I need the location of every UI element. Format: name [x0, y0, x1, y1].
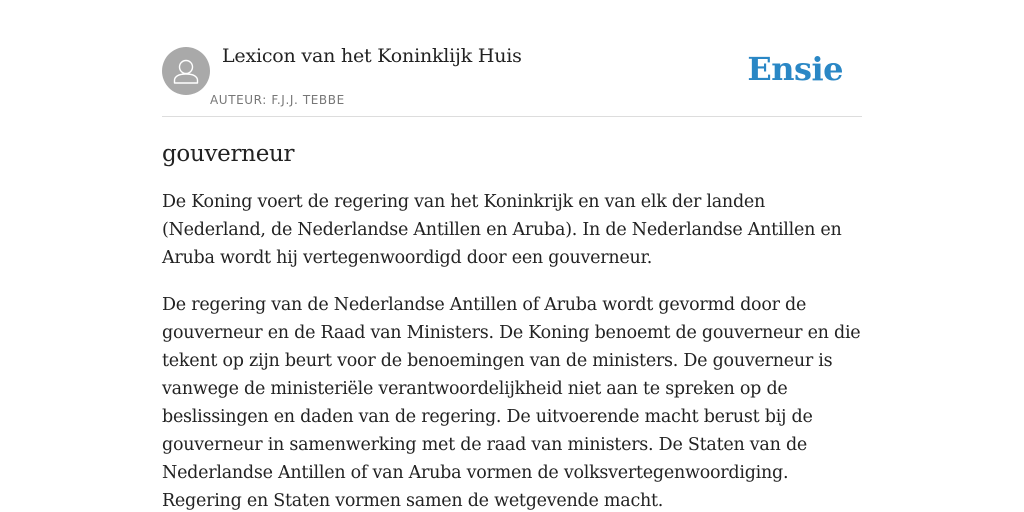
entry-paragraph-2: De regering van de Nederlandse Antillen of Aruba wordt gevormd door de gouverneur en de Raad van Ministers. De Koning benoemt de gouverneur en die tekent op zijn beurt voor de benoemingen van de ministers. De gouverneur is vanwege de ministeriële verantwoordelijkheid niet aan te spreken op de beslissingen en daden van de regering. De uitvoerende macht berust bij de gouverneur in samenwerking met de raad van ministers. De Staten van de Nederlandse Antillen of van Aruba vormen de volksvertegenwoordiging. Regering en Staten vormen samen de wetgevende macht. — [162, 295, 861, 511]
header — [162, 40, 862, 117]
entry-title: gouverneur — [162, 141, 295, 167]
ensie-logo[interactable]: Ensie — [747, 50, 843, 88]
user-silhouette-icon — [162, 47, 210, 95]
entry-paragraph-1: De Koning voert de regering van het Koninkrijk en van elk der landen (Nederland, de Nederlandse Antillen en Aruba). In de Nederlandse Antillen en Aruba wordt hij vertegenwoordigd door een gouverneur. — [162, 192, 842, 268]
lexicon-title[interactable]: Lexicon van het Koninklijk Huis — [222, 45, 522, 67]
author-avatar[interactable] — [162, 47, 210, 95]
entry-content — [162, 138, 862, 512]
author-label[interactable]: AUTEUR: F.J.J. TEBBE — [210, 93, 345, 107]
